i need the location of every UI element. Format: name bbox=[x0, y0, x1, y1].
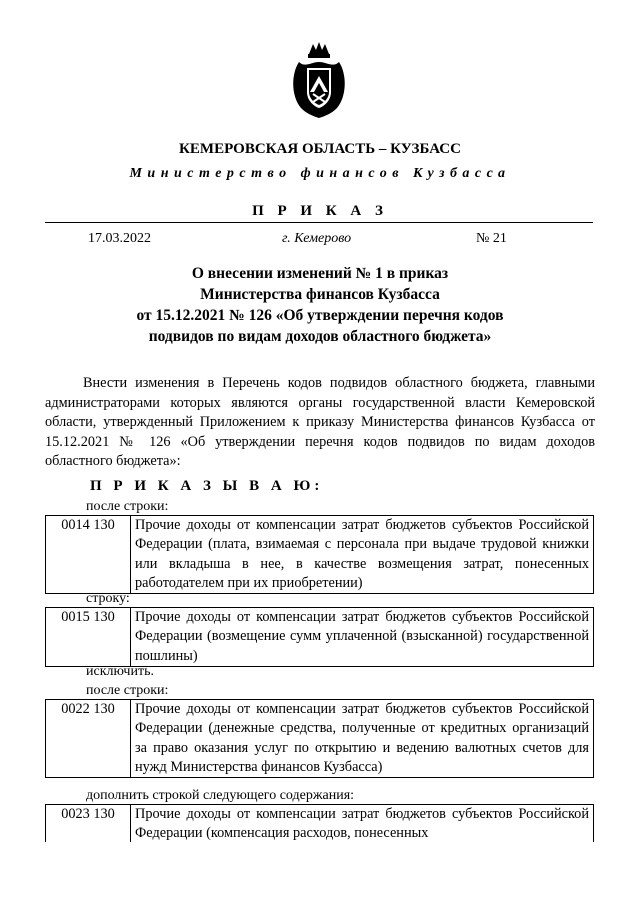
code-table-3 bbox=[45, 699, 594, 778]
table-row bbox=[46, 805, 594, 845]
order-number: № 21 bbox=[476, 231, 507, 246]
heading-line: подвидов по видам доходов областного бюджета» bbox=[148, 328, 492, 345]
row-description: Прочие доходы от компенсации затрат бюджетов субъектов Российской Федерации (денежные средства, полученные от кредитных организаций за право оказания услуг по открытию и ведению валютных счетов для нужд Министерства финансов Кузбасса) bbox=[131, 700, 594, 778]
heading-line: О внесении изменений № 1 в приказ bbox=[191, 265, 449, 282]
order-city: г. Кемерово bbox=[282, 231, 352, 246]
order-date: 17.03.2022 bbox=[88, 231, 151, 246]
row-code: 0022 130 bbox=[46, 700, 131, 778]
row-description: Прочие доходы от компенсации затрат бюджетов субъектов Российской Федерации (возмещение сумм уплаченной (взысканной) государственной пошлины) bbox=[131, 608, 594, 667]
order-title: П Р И К А З bbox=[252, 203, 388, 219]
row-description: Прочие доходы от компенсации затрат бюджетов субъектов Российской Федерации (плата, взимаемая с персонала при выдаче трудовой книжки или вкладыша в нее, в качестве возмещения затрат, понесенных работодателем при их приобретении) bbox=[131, 516, 594, 594]
label-exclude: исключить. bbox=[86, 664, 154, 679]
label-add-line: дополнить строкой следующего содержания: bbox=[86, 788, 355, 803]
table-row bbox=[46, 608, 594, 667]
table-row bbox=[46, 700, 594, 778]
intro-paragraph: Внести изменения в Перечень кодов подвидов областного бюджета, главными администраторами которых являются органы государственной власти Кемеровской области, утвержденный Приложением к приказу Министерства финансов Кузбасса от 15.12.2021 № 126 «Об утверждении перечня кодов подвидов по видам доходов областного бюджета»: bbox=[45, 375, 595, 469]
row-code: 0023 130 bbox=[46, 805, 131, 845]
heading-line: Министерства финансов Кузбасса bbox=[200, 286, 440, 303]
region-name: КЕМЕРОВСКАЯ ОБЛАСТЬ – КУЗБАСС bbox=[179, 141, 461, 157]
row-code: 0014 130 bbox=[46, 516, 131, 594]
ministry-name: Министерство финансов Кузбасса bbox=[129, 166, 511, 181]
page-bottom-margin bbox=[0, 842, 640, 905]
header-divider bbox=[45, 222, 593, 223]
code-table-1 bbox=[45, 515, 594, 594]
code-table-2 bbox=[45, 607, 594, 667]
order-heading bbox=[60, 263, 580, 347]
label-line: строку: bbox=[86, 591, 130, 606]
coat-of-arms-icon bbox=[287, 40, 351, 120]
label-after-line: после строки: bbox=[86, 683, 169, 698]
order-verb: П Р И К А З Ы В А Ю: bbox=[90, 478, 324, 494]
row-description: Прочие доходы от компенсации затрат бюджетов субъектов Российской Федерации (компенсация расходов, понесенных bbox=[131, 805, 594, 845]
code-table-4 bbox=[45, 804, 594, 845]
table-row bbox=[46, 516, 594, 594]
row-code: 0015 130 bbox=[46, 608, 131, 667]
heading-line: от 15.12.2021 № 126 «Об утверждении перечня кодов bbox=[136, 307, 504, 324]
label-after-line: после строки: bbox=[86, 499, 169, 514]
